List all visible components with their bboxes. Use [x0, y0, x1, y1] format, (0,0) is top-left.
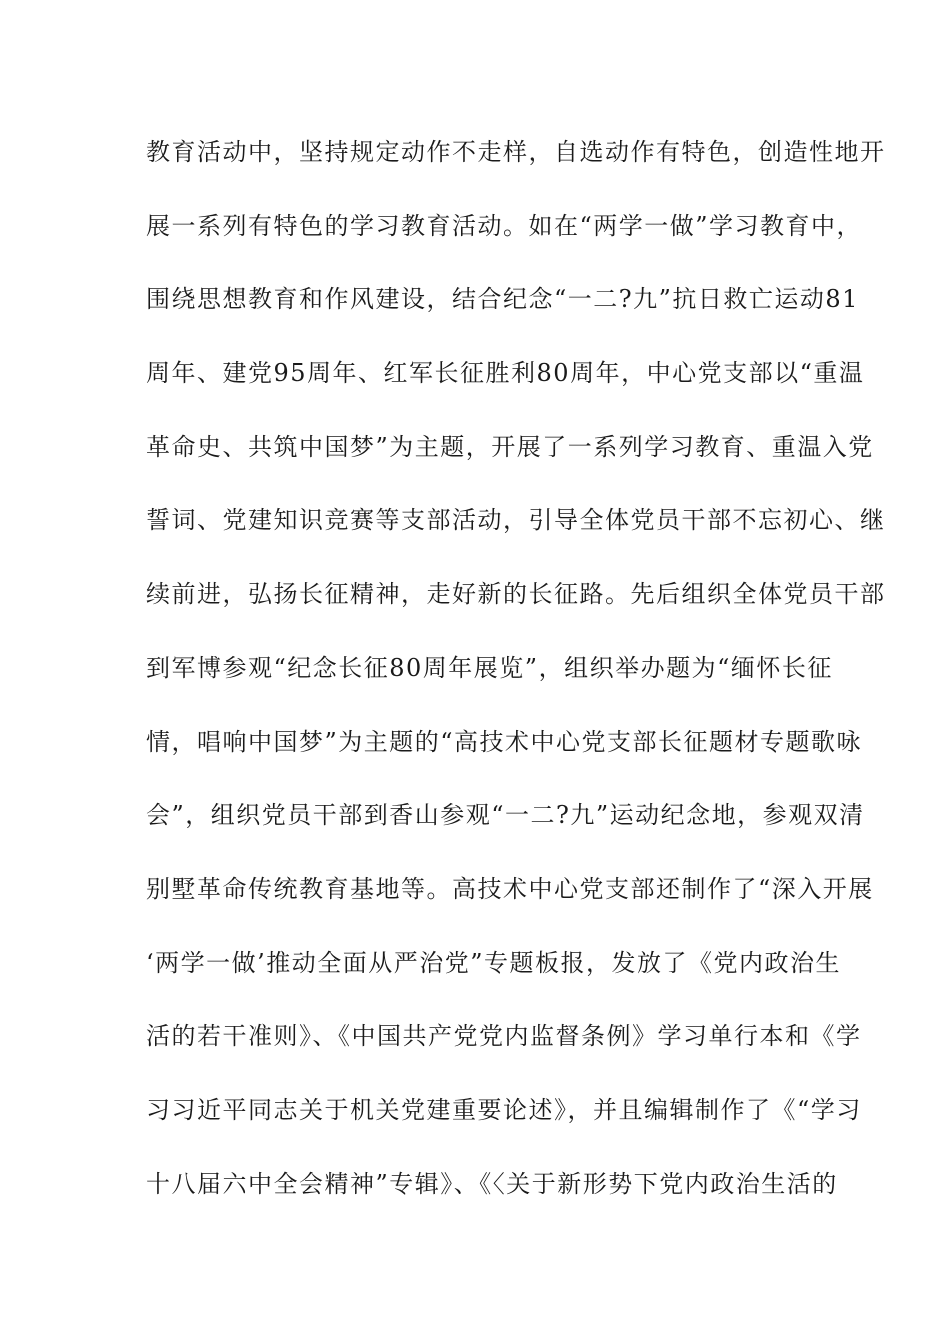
text-line: 教育活动中，坚持规定动作不走样，自选动作有特色，创造性地开 — [146, 138, 886, 166]
text-line: 习习近平同志关于机关党建重要论述》，并且编辑制作了《“学习 — [146, 1095, 862, 1124]
text-line: 展一系列有特色的学习教育活动。如在“两学一做”学习教育中， — [146, 211, 863, 240]
text-line: 到军博参观“纪念长征80周年展览”，组织举办题为“缅怀长征 — [146, 653, 833, 682]
text-line: 别墅革命传统教育基地等。高技术中心党支部还制作了“深入开展 — [146, 874, 874, 903]
text-line: 革命史、共筑中国梦”为主题，开展了一系列学习教育、重温入党 — [146, 432, 874, 461]
text-line: 活的若干准则》、《中国共产党党内监督条例》学习单行本和《学 — [146, 1022, 862, 1051]
text-line: 续前进，弘扬长征精神，走好新的长征路。先后组织全体党员干部 — [146, 580, 886, 609]
text-line: ‘两学一做’推动全面从严治党”专题板报，发放了《党内政治生 — [146, 948, 842, 977]
text-line: 周年、建党95周年、红军长征胜利80周年，中心党支部以“重温 — [146, 359, 865, 388]
text-line: 情，唱响中国梦”为主题的“高技术中心党支部长征题材专题歌咏 — [146, 727, 863, 756]
text-line: 会”，组织党员干部到香山参观“一二?九”运动纪念地，参观双清 — [146, 801, 865, 830]
text-line: 誓词、党建知识竞赛等支部活动，引导全体党员干部不忘初心、继 — [146, 506, 886, 535]
text-line: 围绕思想教育和作风建设，结合纪念“一二?九”抗日救亡运动81 — [146, 285, 859, 314]
text-line: 十八届六中全会精神”专辑》、《〈关于新形势下党内政治生活的 — [146, 1169, 838, 1198]
body-text — [146, 128, 886, 1233]
